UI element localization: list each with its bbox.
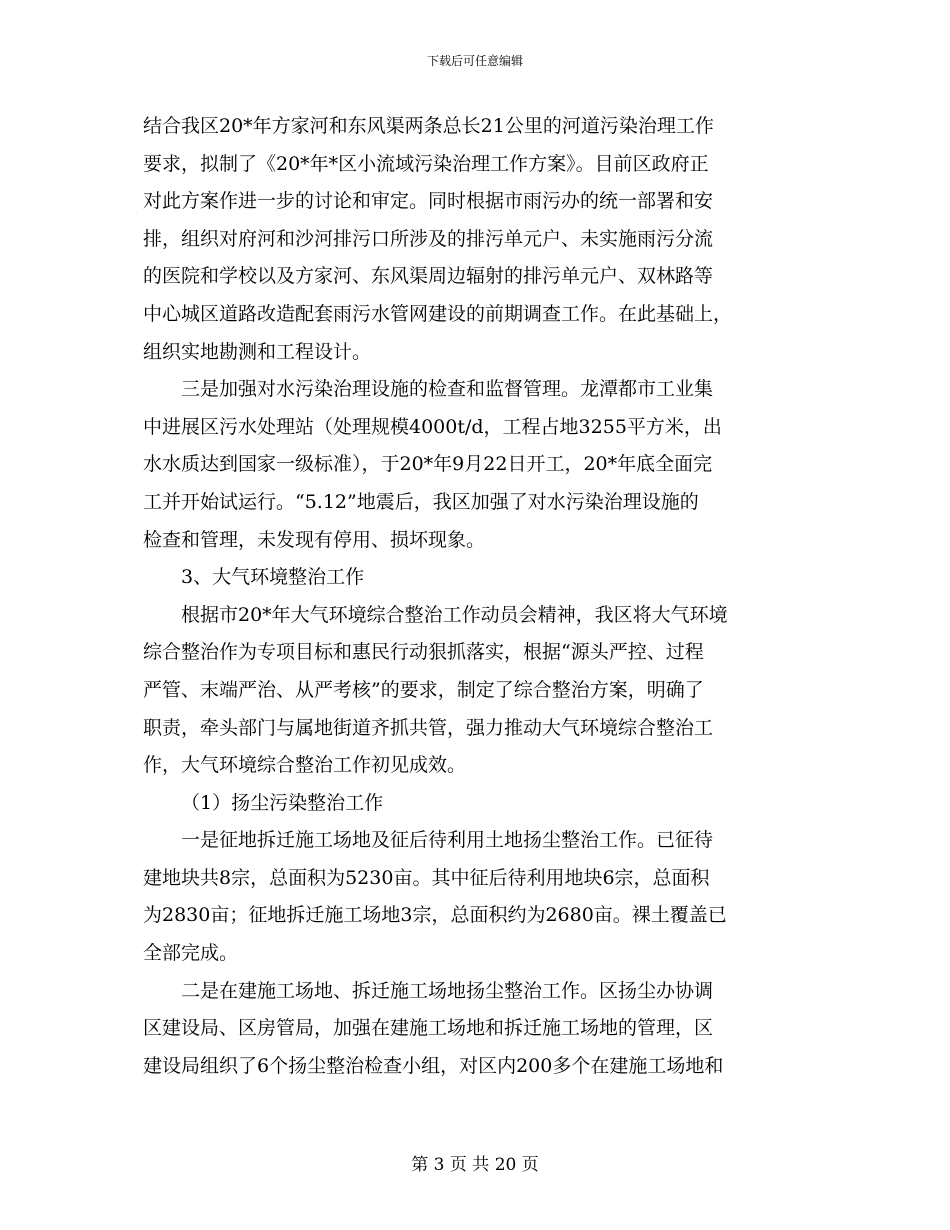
paragraph-line: 检查和管理，未发现有停用、损坏现象。 — [143, 528, 486, 551]
paragraph-line: 的医院和学校以及方家河、东风渠周边辐射的排污单元户、双林路等 — [143, 265, 714, 288]
paragraph-line: 职责，牵头部门与属地街道齐抓共管，强力推动大气环境综合整治工 — [143, 716, 714, 739]
document-body — [143, 108, 811, 1085]
paragraph-line: 对此方案作进一步的讨论和审定。同时根据市雨污办的统一部署和安 — [143, 190, 714, 213]
paragraph-line: 三是加强对水污染治理设施的检查和监督管理。龙潭都市工业集 — [181, 378, 714, 401]
paragraph-line: 结合我区20*年方家河和东风渠两条总长21公里的河道污染治理工作 — [143, 115, 714, 137]
paragraph-line: 一是征地拆迁施工场地及征后待利用土地扬尘整治工作。已征待 — [181, 829, 714, 852]
paragraph-line: 全部完成。 — [143, 942, 239, 965]
section-heading: 3、大气环境整治工作 — [181, 566, 365, 589]
paragraph-line: 中进展区污水处理站（处理规模4000t/d，工程占地3255平方米，出 — [143, 415, 722, 438]
paragraph-line: 水水质达到国家一级标准），于20*年9月22日开工，20*年底全面完 — [143, 453, 713, 476]
page-number-footer: 第 3 页 共 20 页 — [411, 1155, 539, 1175]
paragraph-line: 区建设局、区房管局，加强在建施工场地和拆迁施工场地的管理，区 — [143, 1017, 714, 1040]
subsection-heading: （1）扬尘污染整治工作 — [181, 791, 384, 814]
paragraph-line: 根据市20*年大气环境综合整治工作动员会精神，我区将大气环境 — [181, 603, 728, 626]
paragraph-line: 作，大气环境综合整治工作初见成效。 — [143, 754, 467, 777]
paragraph-line: 严管、末端严治、从严考核”的要求，制定了综合整治方案，明确了 — [143, 678, 704, 701]
paragraph-line: 要求，拟制了《20*年*区小流域污染治理工作方案》。目前区政府正 — [143, 152, 709, 175]
paragraph-line: 为2830亩；征地拆迁施工场地3宗，总面积约为2680亩。裸土覆盖已 — [143, 904, 727, 927]
paragraph-line: 建地块共8宗，总面积为5230亩。其中征后待利用地块6宗，总面积 — [143, 866, 710, 889]
paragraph-line: 排，组织对府河和沙河排污口所涉及的排污单元户、未实施雨污分流 — [143, 227, 714, 250]
paragraph-line: 建设局组织了6个扬尘整治检查小组，对区内200多个在建施工场地和 — [143, 1054, 724, 1077]
paragraph-line: 组织实地勘测和工程设计。 — [143, 340, 372, 363]
paragraph-line: 二是在建施工场地、拆迁施工场地扬尘整治工作。区扬尘办协调 — [181, 979, 714, 1002]
paragraph-line: 工并开始试运行。“5.12”地震后，我区加强了对水污染治理设施的 — [143, 490, 699, 513]
page-header: 下载后可任意编辑 — [426, 54, 523, 68]
paragraph-line: 综合整治作为专项目标和惠民行动狠抓落实，根据“源头严控、过程 — [143, 641, 704, 664]
paragraph-line: 中心城区道路改造配套雨污水管网建设的前期调查工作。在此基础上， — [143, 302, 733, 325]
